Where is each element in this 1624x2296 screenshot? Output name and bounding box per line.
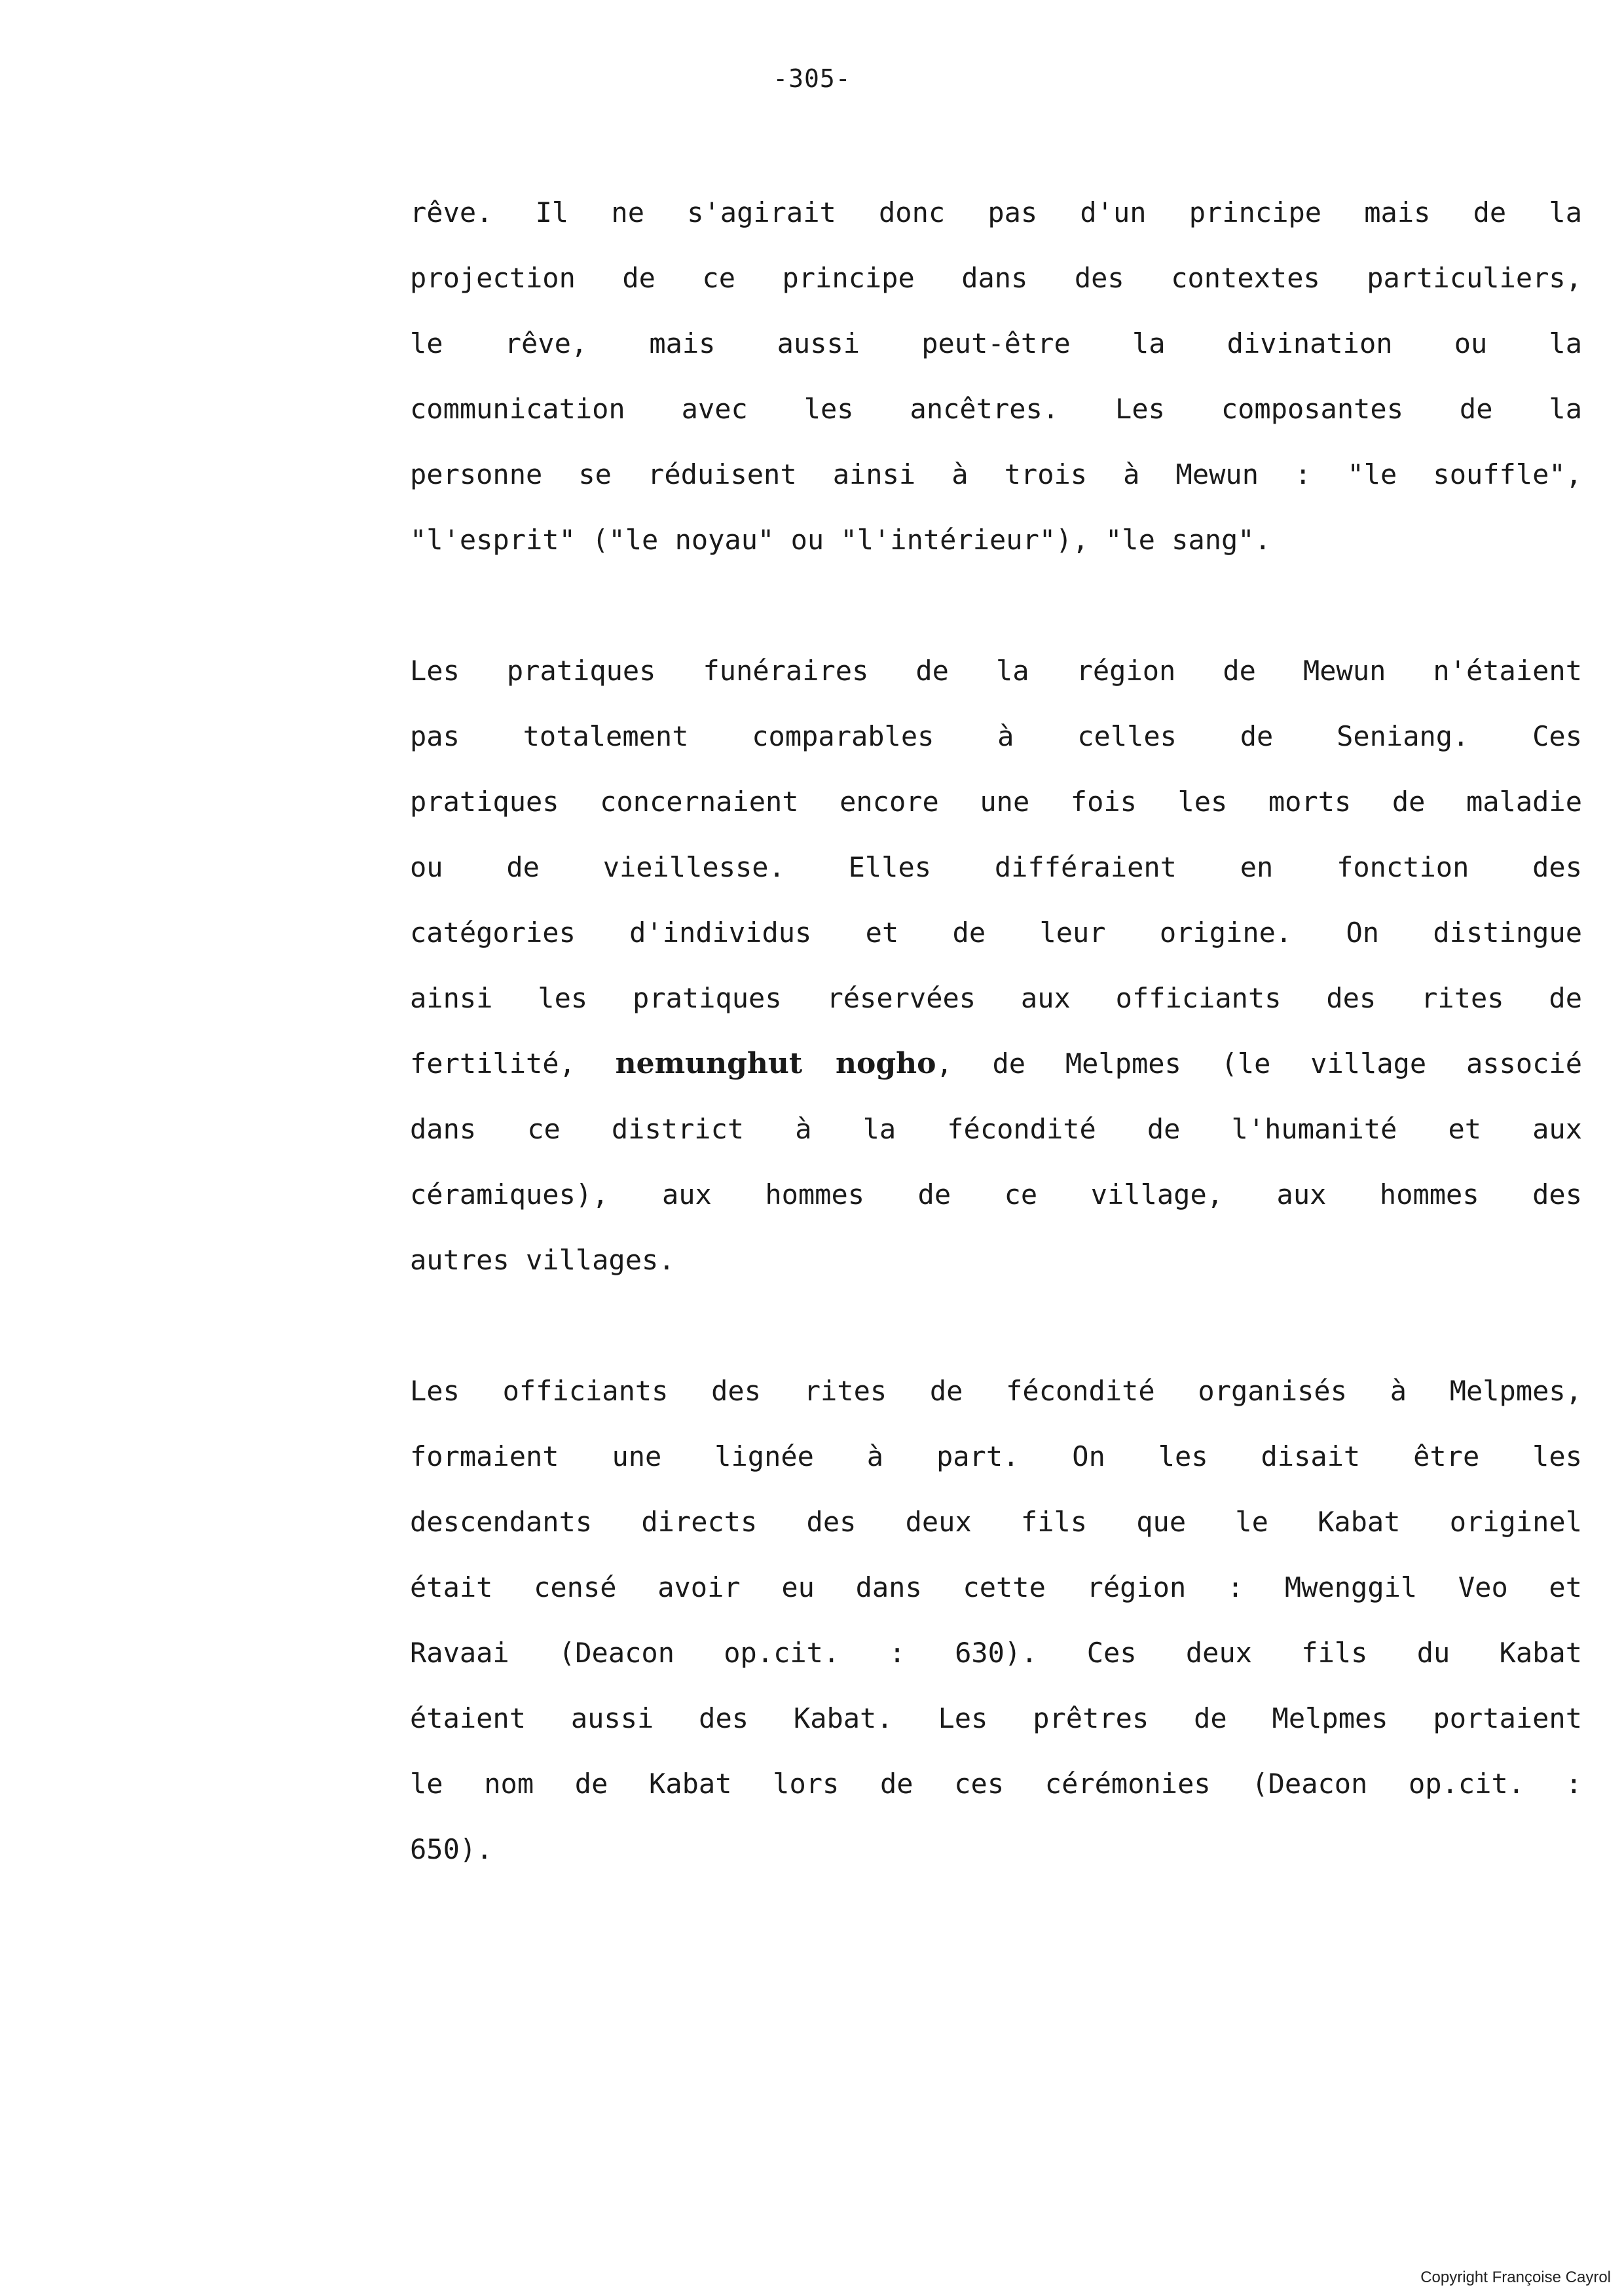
text-line-with-term bbox=[410, 1031, 1582, 1097]
vernacular-term: nemunghut nogho bbox=[615, 1047, 936, 1080]
text-segment: fertilité, bbox=[410, 1048, 616, 1080]
text-line: était censé avoir eu dans cette région : Mwenggil Veo et bbox=[410, 1571, 1582, 1603]
text-line: ainsi les pratiques réservées aux officiants des rites de bbox=[410, 982, 1582, 1014]
paragraph-funeral-practices bbox=[410, 638, 1582, 1293]
text-line: formaient une lignée à part. On les disait être les bbox=[410, 1440, 1582, 1472]
text-line: Ravaai (Deacon op.cit. : 630). Ces deux fils du Kabat bbox=[410, 1637, 1582, 1669]
text-line: le rêve, mais aussi peut-être la divination ou la bbox=[410, 327, 1582, 359]
text-line: projection de ce principe dans des contextes particuliers, bbox=[410, 262, 1582, 294]
text-line: 650). bbox=[410, 1833, 493, 1865]
text-line: céramiques), aux hommes de ce village, aux hommes des bbox=[410, 1178, 1582, 1211]
page-number: -305- bbox=[773, 64, 851, 93]
text-line: Les pratiques funéraires de la région de Mewun n'étaient bbox=[410, 655, 1582, 687]
copyright-notice: Copyright Françoise Cayrol bbox=[1420, 2269, 1611, 2286]
text-line: le nom de Kabat lors de ces cérémonies (Deacon op.cit. : bbox=[410, 1768, 1582, 1800]
text-line: dans ce district à la fécondité de l'humanité et aux bbox=[410, 1113, 1582, 1145]
text-line: autres villages. bbox=[410, 1244, 675, 1276]
text-line: communication avec les ancêtres. Les composantes de la bbox=[410, 393, 1582, 425]
text-line: ou de vieillesse. Elles différaient en fonction des bbox=[410, 851, 1582, 883]
text-line: rêve. Il ne s'agirait donc pas d'un principe mais de la bbox=[410, 196, 1582, 228]
text-line: pratiques concernaient encore une fois les morts de maladie bbox=[410, 786, 1582, 818]
text-line: "l'esprit" ("le noyau" ou "l'intérieur"), "le sang". bbox=[410, 524, 1271, 556]
text-line: pas totalement comparables à celles de Seniang. Ces bbox=[410, 720, 1582, 752]
text-line: catégories d'individus et de leur origine. On distingue bbox=[410, 917, 1582, 949]
text-line: étaient aussi des Kabat. Les prêtres de Melpmes portaient bbox=[410, 1702, 1582, 1734]
paragraph-officiants-lineage bbox=[410, 1358, 1582, 1882]
text-segment: , de Melpmes (le village associé bbox=[936, 1048, 1582, 1080]
text-line: descendants directs des deux fils que le Kabat originel bbox=[410, 1506, 1582, 1538]
text-line: personne se réduisent ainsi à trois à Mewun : "le souffle", bbox=[410, 458, 1582, 490]
paragraph-spirit-components bbox=[410, 180, 1582, 573]
text-line: Les officiants des rites de fécondité organisés à Melpmes, bbox=[410, 1375, 1582, 1407]
